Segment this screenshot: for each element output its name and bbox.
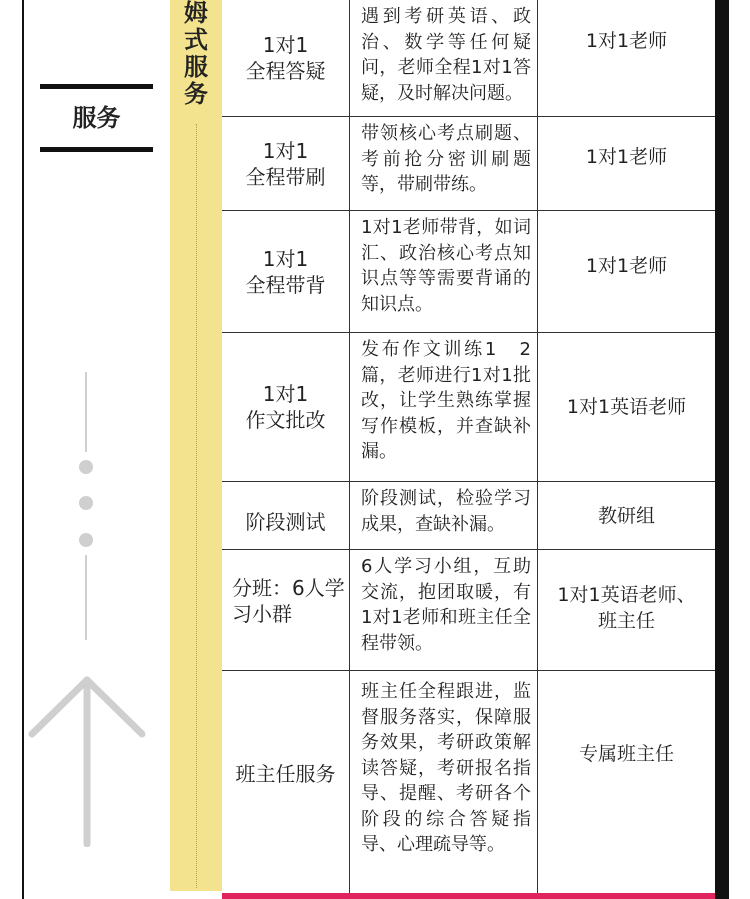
service-provider-cell — [538, 482, 715, 549]
section-label-bottom-bar — [40, 147, 153, 152]
timeline-dot — [79, 533, 93, 547]
category-title-char: 服 — [184, 53, 208, 81]
service-provider-line: 教研组 — [597, 504, 655, 527]
service-name-cell — [222, 0, 349, 116]
service-description: 带领核心考点刷题、考前抢分密训刷题等，带刷带练。 — [361, 123, 531, 195]
service-description: 1对1老师带背，如词汇、政治核心考点知识点等等需要背诵的知识点。 — [361, 217, 531, 315]
service-name-line: 分班：6人学 — [232, 576, 345, 600]
service-provider-line: 1对1老师 — [585, 30, 668, 52]
table-row — [222, 117, 715, 211]
service-name-line: 作文批改 — [245, 408, 326, 432]
yellow-category-column — [170, 0, 222, 891]
table-row — [222, 550, 715, 671]
accent-divider — [222, 893, 715, 899]
service-name-cell — [222, 671, 349, 893]
service-provider-line: 1对1老师 — [585, 255, 668, 277]
category-dotted-line — [196, 124, 197, 888]
category-title-char: 姆 — [184, 0, 208, 27]
table-row — [222, 482, 715, 550]
section-label-box — [40, 84, 153, 152]
service-provider-cell — [538, 211, 715, 332]
service-description-cell — [349, 482, 538, 549]
timeline-line-bottom — [85, 555, 87, 640]
service-provider-cell — [538, 0, 715, 116]
service-description: 遇到考研英语、政治、数学等任何疑问，老师全程1对1答疑，及时解决问题。 — [361, 6, 531, 104]
service-name-cell — [222, 550, 349, 670]
service-name-line: 班主任服务 — [235, 762, 336, 786]
service-description: 班主任全程跟进，监督服务落实，保障服务效果，考研政策解读答疑，考研报名指导、提醒、考研各个阶段的综合答疑指导、心理疏导等。 — [361, 681, 531, 855]
timeline-dot — [79, 496, 93, 510]
service-description-cell — [349, 211, 538, 332]
service-provider-cell — [538, 671, 715, 893]
timeline-line-top — [85, 372, 87, 452]
table-row — [222, 333, 715, 482]
service-name-line: 1对1 — [262, 138, 309, 163]
frame-left-line — [22, 0, 24, 899]
service-provider-cell — [538, 550, 715, 670]
service-description-cell — [349, 117, 538, 210]
table-row — [222, 671, 715, 893]
service-name-line: 1对1 — [262, 382, 309, 406]
service-provider-line: 班主任 — [597, 610, 655, 632]
service-name-cell — [222, 333, 349, 481]
service-name-cell — [222, 117, 349, 210]
service-provider-line: 1对1英语老师 — [566, 396, 687, 418]
service-description-cell — [349, 333, 538, 481]
timeline-dot — [79, 460, 93, 474]
category-title — [170, 0, 222, 108]
service-name-line: 1对1 — [262, 33, 309, 57]
category-title-char: 务 — [184, 80, 208, 108]
category-title-char: 式 — [184, 26, 208, 54]
service-name-cell — [222, 482, 349, 549]
service-description: 发布作文训练1 2篇，老师进行1对1批改，让学生熟练掌握写作模板，并查缺补漏。 — [361, 339, 531, 462]
service-description: 阶段测试，检验学习成果，查缺补漏。 — [361, 488, 531, 535]
service-description-cell — [349, 671, 538, 893]
table-row — [222, 211, 715, 333]
service-provider-line: 专属班主任 — [578, 743, 674, 765]
service-provider-line: 1对1英语老师、 — [557, 584, 696, 606]
service-name-cell — [222, 211, 349, 332]
service-provider-line: 1对1老师 — [585, 146, 668, 168]
service-name-line: 全程答疑 — [245, 59, 326, 83]
service-name-line: 全程带刷 — [245, 164, 326, 189]
service-provider-cell — [538, 117, 715, 210]
service-name-line: 阶段测试 — [245, 509, 326, 534]
table-row — [222, 0, 715, 117]
arrow-up-icon — [28, 672, 146, 847]
service-name-line: 习小群 — [232, 602, 292, 626]
service-description: 6人学习小组，互助交流，抱团取暖，有1对1老师和班主任全程带领。 — [361, 556, 531, 654]
service-description-cell — [349, 550, 538, 670]
service-name-line: 1对1 — [262, 246, 309, 271]
service-provider-cell — [538, 333, 715, 481]
frame-right-bar — [715, 0, 729, 899]
service-description-cell — [349, 0, 538, 116]
service-name-line: 全程带背 — [245, 272, 326, 297]
section-label: 服务 — [72, 104, 121, 132]
